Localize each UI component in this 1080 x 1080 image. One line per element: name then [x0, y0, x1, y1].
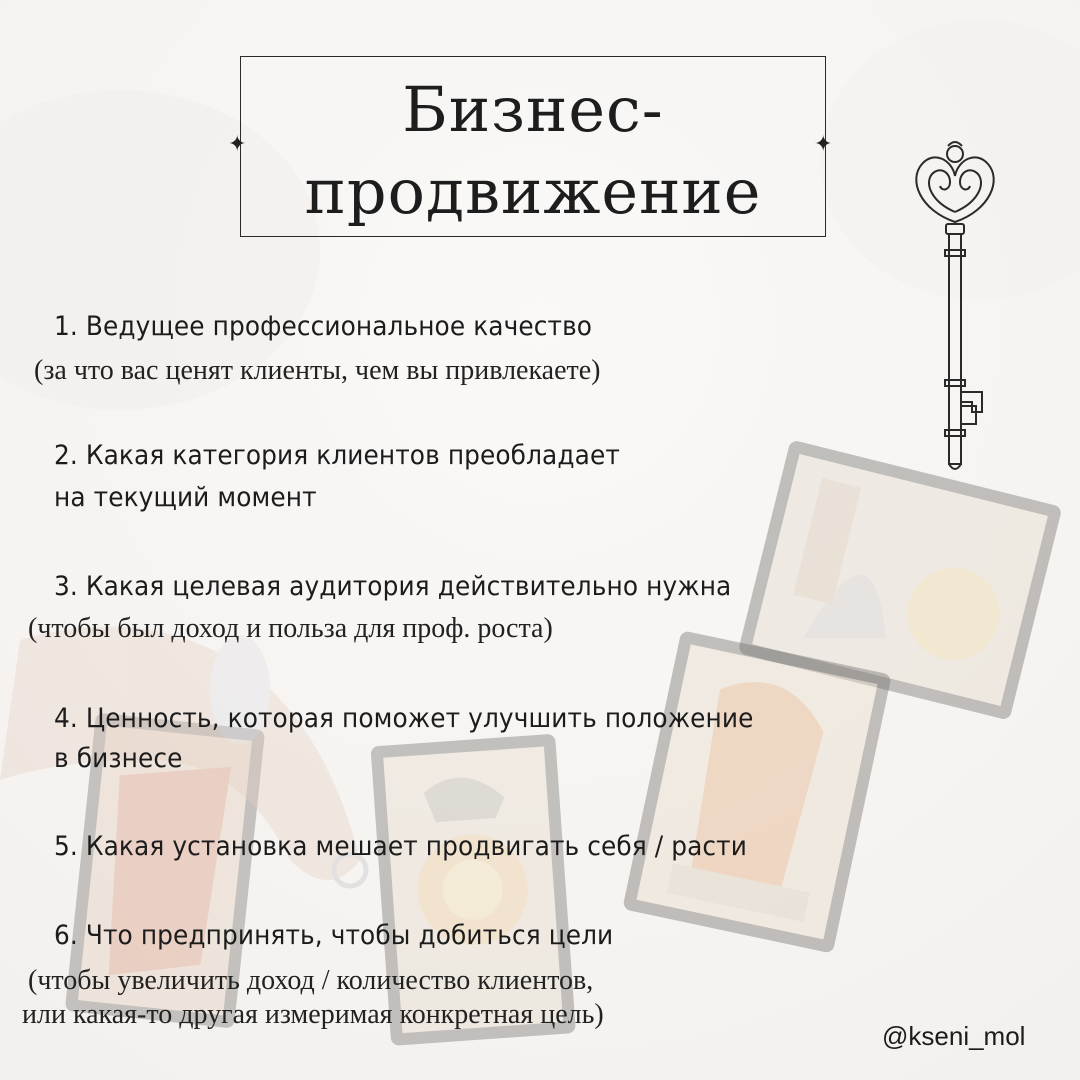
- item-1-heading: 1. Ведущее профессиональное качество: [54, 311, 593, 342]
- title-frame: [240, 56, 826, 237]
- item-4-heading-line-1: 4. Ценность, которая поможет улучшить положение: [54, 703, 754, 734]
- item-6-heading: 6. Что предпринять, чтобы добиться цели: [54, 920, 614, 951]
- four-point-star-icon: ✦: [814, 132, 833, 157]
- item-3-heading: 3. Какая целевая аудитория действительно нужна: [54, 571, 732, 602]
- title-line-2: продвижение: [304, 155, 762, 228]
- title-line-1: Бизнес-: [402, 73, 664, 146]
- author-handle: @kseni_mol: [882, 1021, 1026, 1051]
- item-2-heading-line-2: на текущий момент: [54, 482, 317, 513]
- item-5-heading: 5. Какая установка мешает продвигать себя / расти: [54, 831, 747, 862]
- item-4-heading-line-2: в бизнесе: [54, 743, 183, 774]
- item-6-note-line-1: (чтобы увеличить доход / количество клиентов,: [28, 965, 594, 996]
- item-1-note: (за что вас ценят клиенты, чем вы привлекаете): [34, 355, 601, 386]
- item-3-note: (чтобы был доход и польза для проф. роста): [28, 613, 553, 644]
- four-point-star-icon: ✦: [228, 132, 247, 157]
- item-2-heading-line-1: 2. Какая категория клиентов преобладает: [54, 440, 620, 471]
- page-title: [241, 69, 825, 233]
- ornate-key-icon: [900, 140, 1010, 480]
- item-6-note-line-2: или какая-то другая измеримая конкретная цель): [22, 999, 604, 1030]
